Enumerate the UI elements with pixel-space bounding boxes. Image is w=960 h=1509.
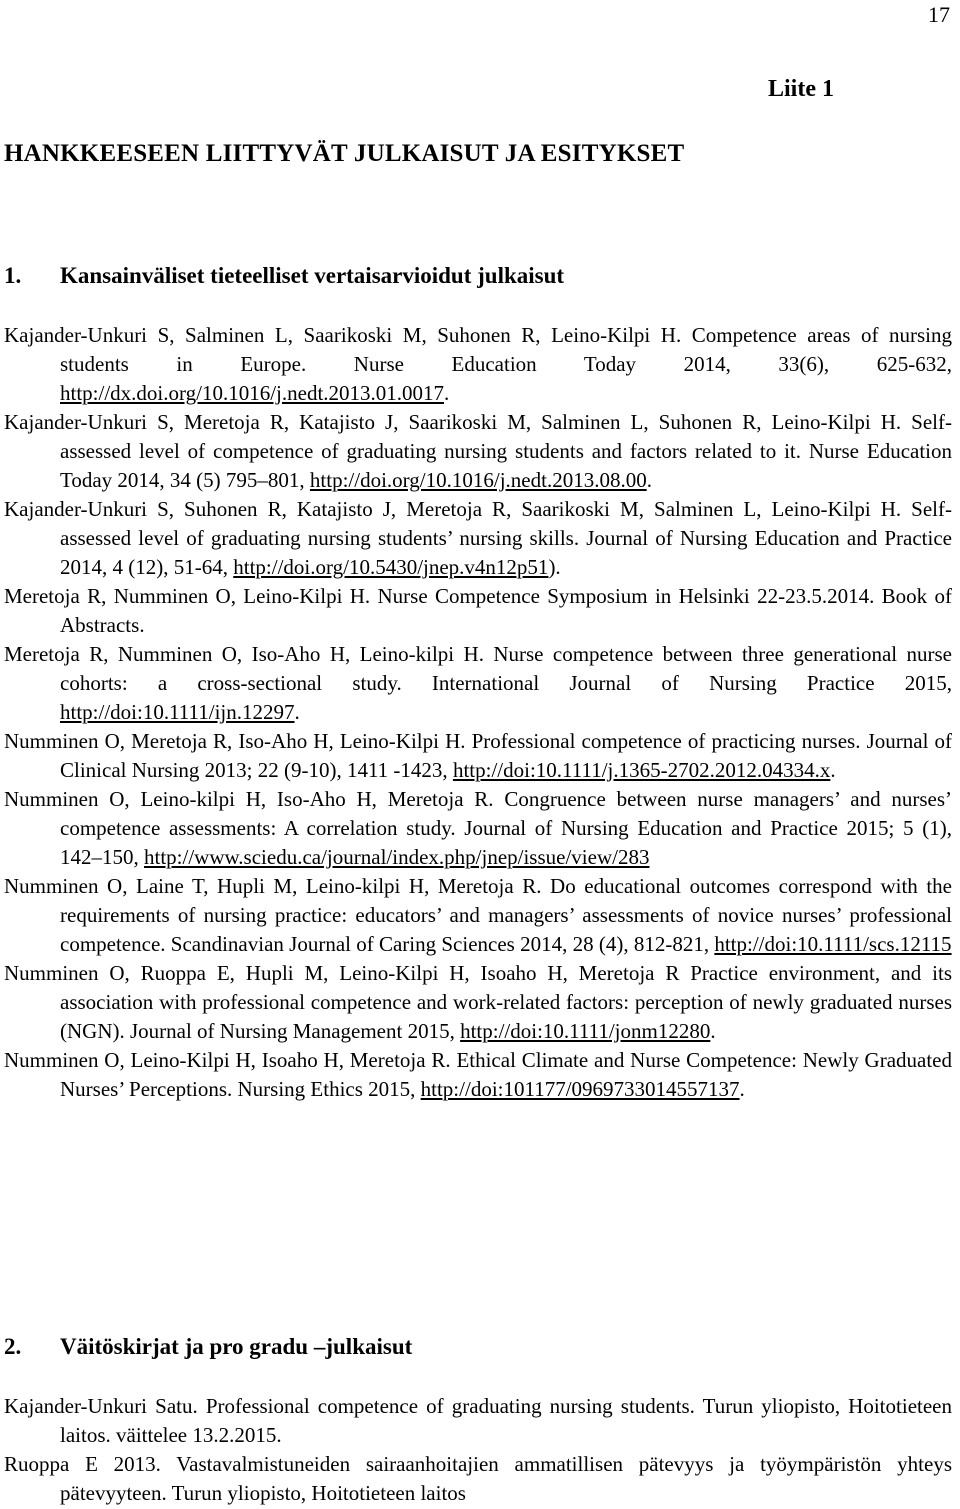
reference-link[interactable]: http://doi:101177/0969733014557137 <box>420 1077 740 1101</box>
reference-item <box>4 727 952 785</box>
reference-tail: . <box>294 700 300 724</box>
reference-text: Numminen O, Meretoja R, Iso-Aho H, Leino-Kilpi H. Professional competence of practicing nurses. Journal of Clinical Nursing 2013; 22 (9-10), 1411 -1423, <box>4 729 952 782</box>
reference-link[interactable]: http://doi:10.1111/scs.12115 <box>714 932 952 956</box>
appendix-label: Liite 1 <box>768 76 834 102</box>
reference-list-1 <box>4 321 952 1104</box>
reference-item <box>4 1450 952 1508</box>
reference-item <box>4 582 952 640</box>
section-heading-1 <box>4 263 564 289</box>
reference-text: Meretoja R, Numminen O, Iso-Aho H, Leino-kilpi H. Nurse competence between three generational nurse cohorts: a cross-sectional study. International Journal of Nursing Practice 2015, <box>4 642 952 695</box>
section-title: Kansainväliset tieteelliset vertaisarvioidut julkaisut <box>60 263 565 288</box>
reference-item <box>4 408 952 495</box>
reference-link[interactable]: http://dx.doi.org/10.1016/j.nedt.2013.01.0017 <box>60 381 445 405</box>
section-heading-2 <box>4 1334 412 1360</box>
reference-text: Numminen O, Leino-kilpi H, Iso-Aho H, Meretoja R. Congruence between nurse managers’ and nurses’ competence assessments: A correlation study. Journal of Nursing Education and Practice 2015; 5 (1), 142–150, <box>4 787 952 869</box>
reference-item <box>4 1392 952 1450</box>
page-number: 17 <box>928 2 950 27</box>
reference-item <box>4 959 952 1046</box>
reference-link[interactable]: http://doi:10.1111/j.1365-2702.2012.04334.x <box>452 758 831 782</box>
main-heading: HANKKEESEEN LIITTYVÄT JULKAISUT JA ESITYKSET <box>4 140 685 167</box>
reference-item <box>4 785 952 872</box>
reference-text: Ruoppa E 2013. Vastavalmistuneiden sairaanhoitajien ammatillisen pätevyys ja työympäristön yhteys pätevyyteen. Turun yliopisto, Hoitotieteen laitos <box>4 1452 952 1505</box>
reference-link[interactable]: http://doi.org/10.5430/jnep.v4n12p51 <box>233 555 549 579</box>
reference-item <box>4 872 952 959</box>
reference-text: Numminen O, Laine T, Hupli M, Leino-kilpi H, Meretoja R. Do educational outcomes correspond with the requirements of nursing practice: educators’ and managers’ assessments of novice nurses’ professional competence. Scandinavian Journal of Caring Sciences 2014, 28 (4), 812-821, <box>4 874 952 956</box>
reference-item <box>4 640 952 727</box>
section-title: Väitöskirjat ja pro gradu –julkaisut <box>60 1334 413 1359</box>
reference-tail: . <box>710 1019 716 1043</box>
reference-text: Numminen O, Leino-Kilpi H, Isoaho H, Meretoja R. Ethical Climate and Nurse Competence: Newly Graduated Nurses’ Perceptions. Nursing Ethics 2015, <box>4 1048 952 1101</box>
reference-text: Kajander-Unkuri S, Meretoja R, Katajisto J, Saarikoski M, Salminen L, Suhonen R, Leino-Kilpi H. Self-assessed level of competence of graduating nursing students and factors related to it. Nurse Education Today 2014, 34 (5) 795–801, <box>4 410 952 492</box>
reference-link[interactable]: http://doi:10.1111/ijn.12297 <box>60 700 295 724</box>
reference-item <box>4 495 952 582</box>
reference-link[interactable]: http://doi:10.1111/jonm12280 <box>460 1019 711 1043</box>
reference-list-2 <box>4 1392 952 1508</box>
reference-item <box>4 321 952 408</box>
reference-text: Kajander-Unkuri Satu. Professional competence of graduating nursing students. Turun yliopisto, Hoitotieteen laitos. väittelee 13.2.2015. <box>4 1394 952 1447</box>
reference-text: Meretoja R, Numminen O, Leino-Kilpi H. Nurse Competence Symposium in Helsinki 22-23.5.2014. Book of Abstracts. <box>4 584 952 637</box>
reference-tail: . <box>739 1077 745 1101</box>
reference-tail: . <box>444 381 450 405</box>
reference-tail: . <box>830 758 836 782</box>
reference-link[interactable]: http://www.sciedu.ca/journal/index.php/jnep/issue/view/283 <box>144 845 650 869</box>
section-number: 1. <box>4 263 22 288</box>
reference-tail: ). <box>548 555 561 579</box>
reference-tail: . <box>646 468 652 492</box>
section-number: 2. <box>4 1334 22 1359</box>
reference-text: Numminen O, Ruoppa E, Hupli M, Leino-Kilpi H, Isoaho H, Meretoja R Practice environment, and its association with professional competence and work-related factors: perception of newly graduated nurses (NGN). Journal of Nursing Management 2015, <box>4 961 952 1043</box>
reference-text: Kajander-Unkuri S, Salminen L, Saarikoski M, Suhonen R, Leino-Kilpi H. Competence areas of nursing students in Europe. Nurse Education Today 2014, 33(6), 625-632, <box>4 323 952 376</box>
reference-link[interactable]: http://doi.org/10.1016/j.nedt.2013.08.00 <box>309 468 647 492</box>
reference-text: Kajander-Unkuri S, Suhonen R, Katajisto J, Meretoja R, Saarikoski M, Salminen L, Leino-Kilpi H. Self-assessed level of graduating nursing students’ nursing skills. Journal of Nursing Education and Practice 2014, 4 (12), 51-64, <box>4 497 952 579</box>
reference-item <box>4 1046 952 1104</box>
